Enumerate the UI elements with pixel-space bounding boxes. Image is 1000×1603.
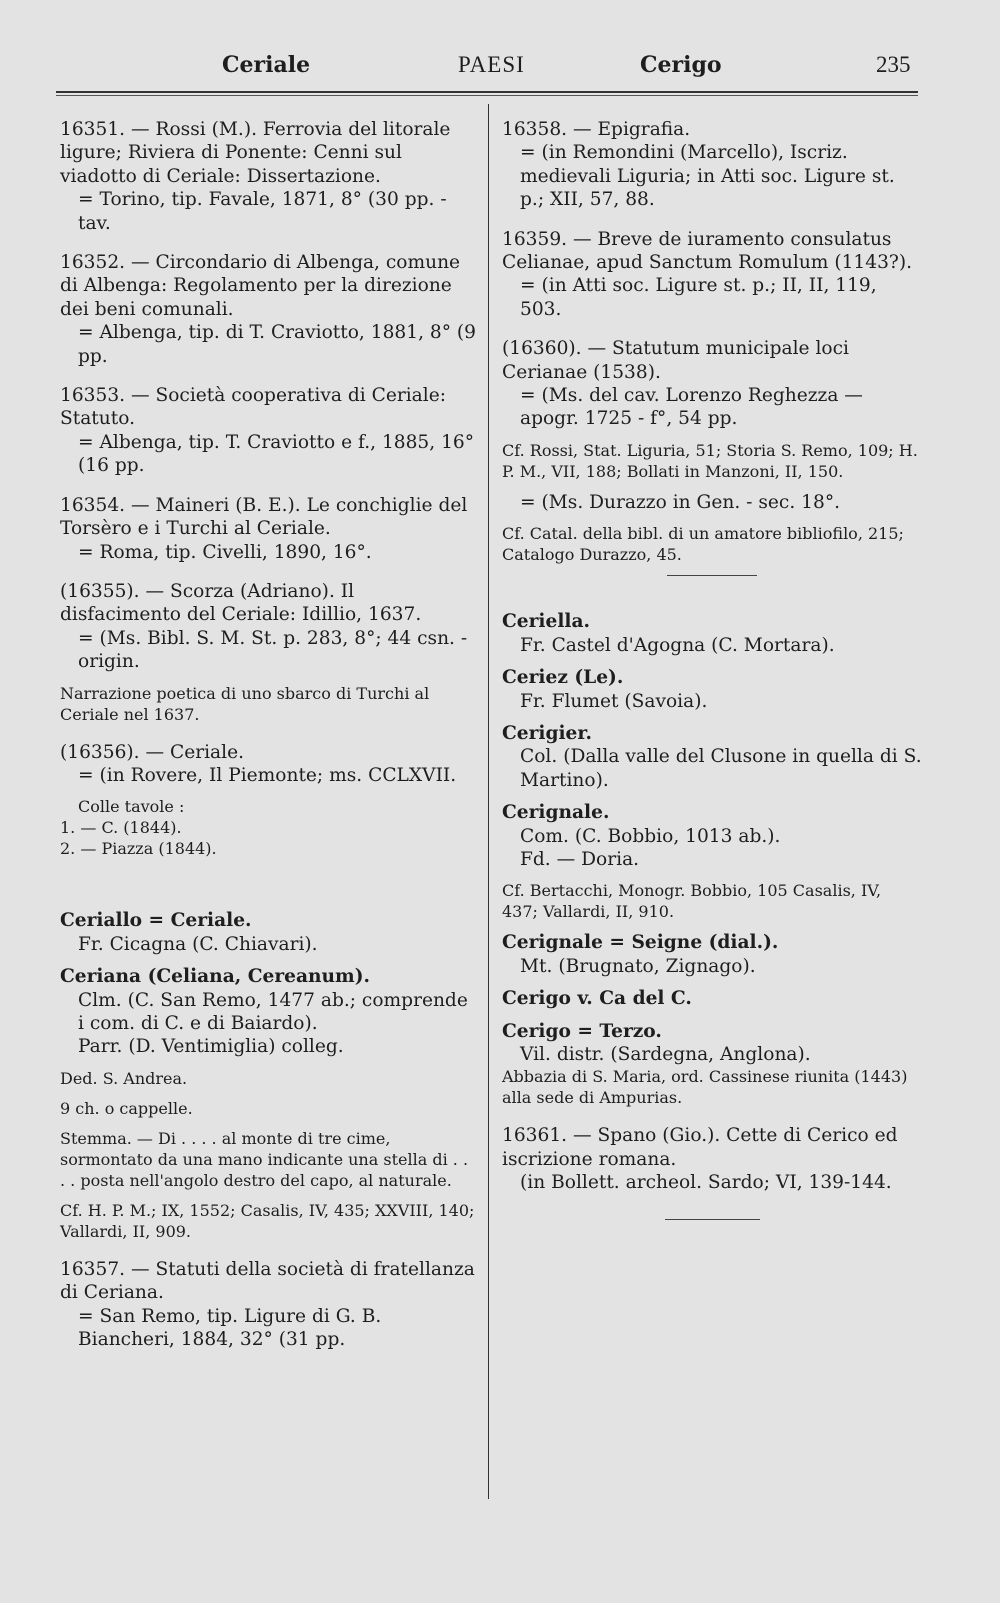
cerignale-references: Cf. Bertacchi, Monogr. Bobbio, 105 Casalis, IV, 437; Vallardi, II, 910. xyxy=(502,881,882,922)
ceriana-references: Cf. H. P. M.; IX, 1552; Casalis, IV, 435; XXVIII, 140; Vallardi, II, 909. xyxy=(60,1200,475,1241)
ceriana-heading: Ceriana (Celiana, Cereanum). xyxy=(60,966,370,988)
ceriallo-heading: Ceriallo = Ceriale. xyxy=(60,910,252,932)
ceriallo-detail: Fr. Cicagna (C. Chiavari). xyxy=(78,933,318,955)
cerigier-heading: Cerigier. xyxy=(502,722,592,744)
entry-16361-title: 16361. — Spano (Gio.). Cette di Cerico ed iscrizione romana. xyxy=(502,1125,898,1170)
cerignale-fief: Fd. — Doria. xyxy=(520,848,640,870)
ceriez-detail: Fr. Flumet (Savoia). xyxy=(520,690,708,712)
page-number: 235 xyxy=(876,52,911,77)
header-rule xyxy=(56,91,918,93)
left-column xyxy=(60,118,478,1351)
entry-16356-note: Colle tavole : xyxy=(78,797,185,817)
ceriella-detail: Fr. Castel d'Agogna (C. Mortara). xyxy=(520,634,835,656)
ceriana-coat-of-arms: Stemma. — Di . . . . al monte di tre cime, sormontato da una mano indicante una stella di . . . . posta nell'angolo destro del capo, al naturale. xyxy=(60,1128,469,1190)
entry-16357-imprint: = San Remo, tip. Ligure di G. B. Biancheri, 1884, 32° (31 pp. xyxy=(78,1305,382,1350)
end-separator xyxy=(665,1219,760,1220)
cerigier-detail: Col. (Dalla valle del Clusone in quella di S. Martino). xyxy=(520,746,922,791)
cerigo-terzo-detail: Vil. distr. (Sardegna, Anglona). xyxy=(520,1043,811,1065)
entry-16359-title: 16359. — Breve de iuramento consulatus Celianae, apud Sanctum Romulum (1143?). xyxy=(502,228,913,274)
entry-16360-references: Cf. Rossi, Stat. Liguria, 51; Storia S. Remo, 109; H. P. M., VII, 188; Bollati in Manzoni, II, 150. xyxy=(502,440,918,481)
entry-16356-imprint: = (in Rovere, Il Piemonte; ms. CCLXVII. xyxy=(78,764,457,786)
entry-16360-manuscript-2: = (Ms. Durazzo in Gen. - sec. 18°. xyxy=(520,491,841,513)
entry-16356-plate-1: 1. — C. (1844). xyxy=(60,818,182,838)
entry-16357-title: 16357. — Statuti della società di fratellanza di Ceriana. xyxy=(60,1258,475,1304)
header-right-keyword: Cerigo xyxy=(640,52,722,78)
entry-16351-title: 16351. — Rossi (M.). Ferrovia del litorale ligure; Riviera di Ponente: Cenni sul viadotto di Ceriale: Dissertazione. xyxy=(60,119,451,187)
entry-16355-note: Narrazione poetica di uno sbarco di Turchi al Ceriale nel 1637. xyxy=(60,683,430,724)
entry-16354-title: 16354. — Maineri (B. E.). Le conchiglie del Torsèro e i Turchi al Ceriale. xyxy=(60,494,468,540)
right-column xyxy=(502,118,922,1220)
entry-16356-plate-2: 2. — Piazza (1844). xyxy=(60,839,217,859)
ceriana-dedication: Ded. S. Andrea. xyxy=(60,1068,188,1088)
entry-16361-source: (in Bollett. archeol. Sardo; VI, 139-144. xyxy=(520,1172,892,1194)
entry-16352-imprint: = Albenga, tip. di T. Craviotto, 1881, 8° (9 pp. xyxy=(78,322,477,367)
ceriana-parish: Parr. (D. Ventimiglia) colleg. xyxy=(78,1036,344,1058)
header-rule-thin xyxy=(56,95,918,96)
ceriella-heading: Ceriella. xyxy=(502,611,590,633)
cerignale-seigne-heading: Cerignale = Seigne (dial.). xyxy=(502,932,779,954)
entry-16360-catalogue: Cf. Catal. della bibl. di un amatore bibliofilo, 215; Catalogo Durazzo, 45. xyxy=(502,524,904,565)
cerigo-terzo-note: Abbazia di S. Maria, ord. Cassinese riunita (1443) alla sede di Ampurias. xyxy=(502,1067,908,1108)
entry-16353-title: 16353. — Società cooperativa di Ceriale: Statuto. xyxy=(60,385,446,430)
column-divider xyxy=(488,104,489,1499)
entry-16358-title: 16358. — Epigrafia. xyxy=(502,119,691,140)
header-section-title: PAESI xyxy=(458,52,525,77)
ceriana-commune: Clm. (C. San Remo, 1477 ab.; comprende i com. di C. e di Baiardo). xyxy=(78,989,468,1034)
entry-16355-title: (16355). — Scorza (Adriano). Il disfacimento del Ceriale: Idillio, 1637. xyxy=(60,580,422,626)
cerignale-commune: Com. (C. Bobbio, 1013 ab.). xyxy=(520,825,781,847)
entry-16359-source: = (in Atti soc. Ligure st. p.; II, II, 119, 503. xyxy=(520,275,877,320)
entry-16358-source: = (in Remondini (Marcello), Iscriz. medievali Liguria; in Atti soc. Ligure st. p.; XII, 57, 88. xyxy=(520,142,895,211)
entry-16360-title: (16360). — Statutum municipale loci Cerianae (1538). xyxy=(502,338,849,383)
entry-16360-manuscript: = (Ms. del cav. Lorenzo Reghezza — apogr. 1725 - f°, 54 pp. xyxy=(520,385,863,430)
cerignale-seigne-detail: Mt. (Brugnato, Zignago). xyxy=(520,955,756,977)
cerignale-heading: Cerignale. xyxy=(502,802,610,824)
entry-16352-title: 16352. — Circondario di Albenga, comune di Albenga: Regolamento per la direzione dei beni comunali. xyxy=(60,252,461,320)
entry-16351-imprint: = Torino, tip. Favale, 1871, 8° (30 pp. - tav. xyxy=(78,189,447,234)
entry-16354-imprint: = Roma, tip. Civelli, 1890, 16°. xyxy=(78,541,372,563)
ceriana-churches: 9 ch. o cappelle. xyxy=(60,1098,193,1118)
entry-16356-title: (16356). — Ceriale. xyxy=(60,741,244,763)
cerigo-terzo-heading: Cerigo = Terzo. xyxy=(502,1020,662,1042)
cerigo-see-heading: Cerigo v. Ca del C. xyxy=(502,988,692,1010)
header-left-keyword: Ceriale xyxy=(222,52,311,78)
entry-16355-imprint: = (Ms. Bibl. S. M. St. p. 283, 8°; 44 csn. - origin. xyxy=(78,627,468,673)
entry-16353-imprint: = Albenga, tip. T. Craviotto e f., 1885, 16° (16 pp. xyxy=(78,431,475,477)
ceriez-heading: Ceriez (Le). xyxy=(502,667,624,689)
